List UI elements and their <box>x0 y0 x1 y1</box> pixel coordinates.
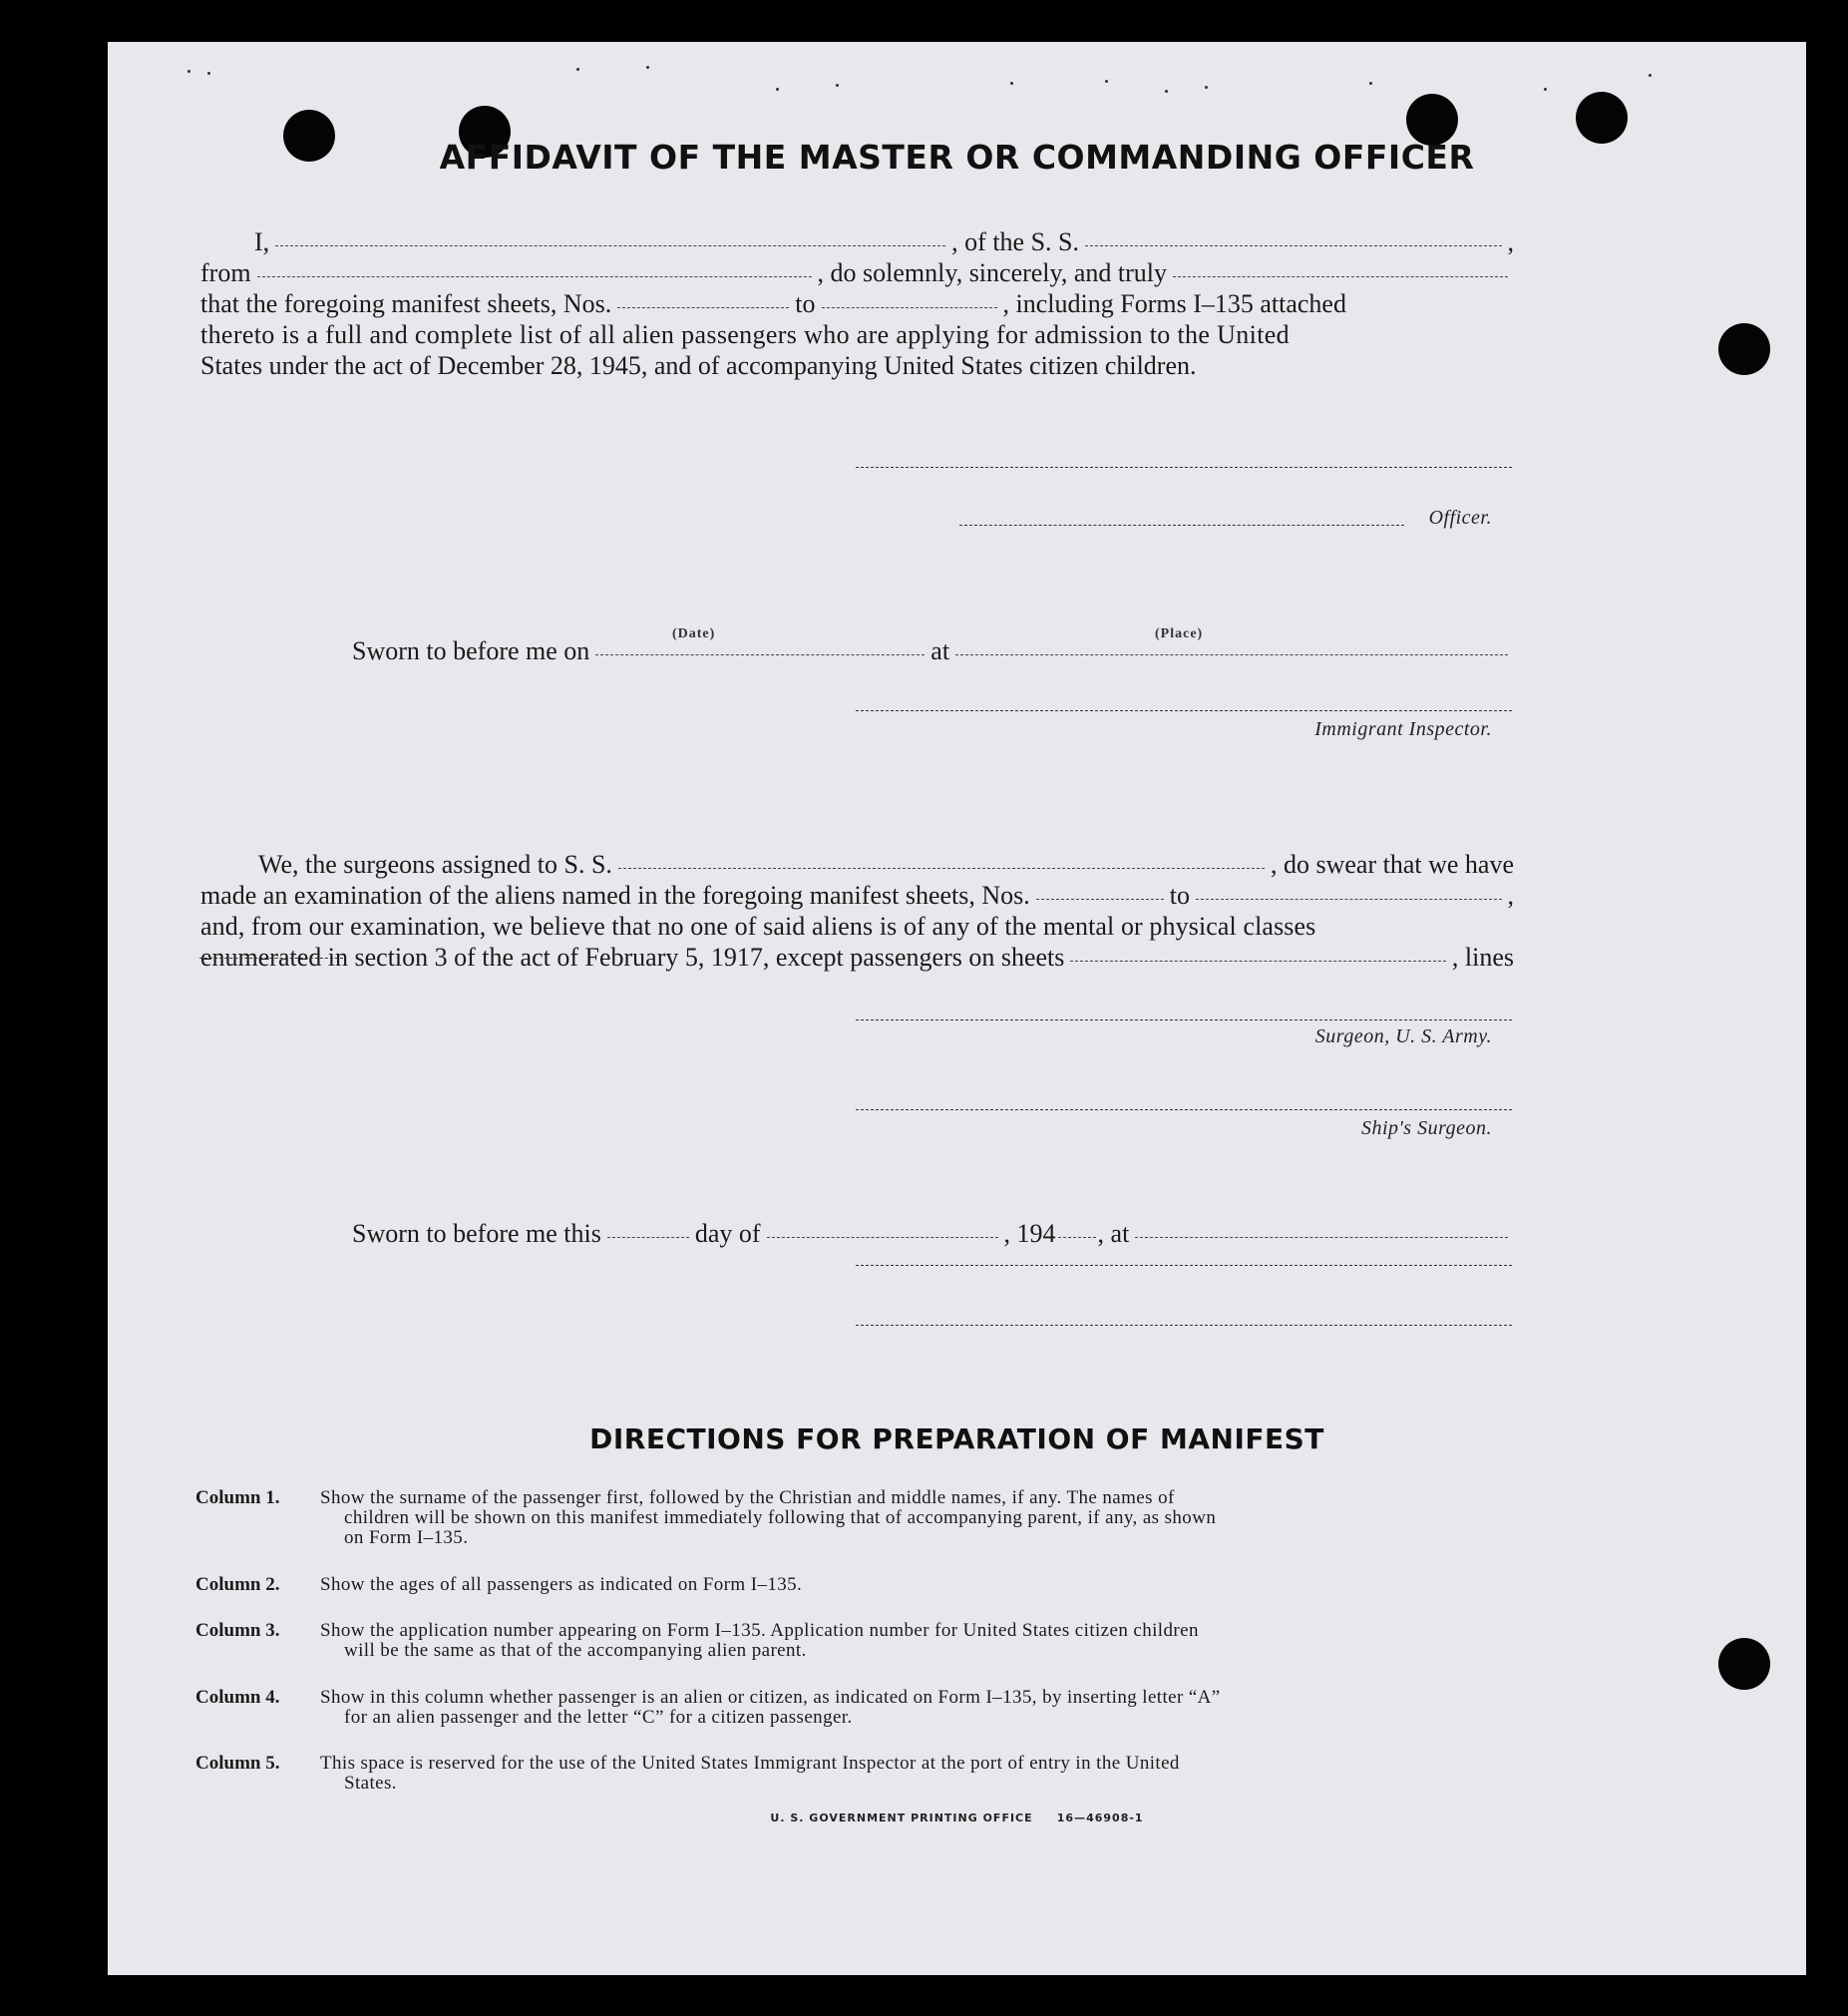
column-label: Column 3. <box>195 1620 280 1641</box>
text-of-ss: , of the S. S. <box>951 227 1080 256</box>
text-line-5: States under the act of December 28, 1945, and of accompanying United States citizen children. <box>200 351 1197 380</box>
text-from: from <box>200 258 251 287</box>
surgeons-paragraph <box>200 850 1514 974</box>
surgeon-ship-field[interactable] <box>618 868 1265 869</box>
speck <box>1369 82 1372 85</box>
speck <box>1105 80 1108 83</box>
punch-hole <box>1718 323 1770 375</box>
sworn-date-field[interactable] <box>595 654 924 655</box>
affirm-field[interactable] <box>1173 276 1508 277</box>
speck <box>776 88 779 91</box>
signature-line-b[interactable] <box>856 1325 1512 1326</box>
text-solemnly: , do solemnly, sincerely, and truly <box>817 258 1167 287</box>
punch-hole <box>1718 1638 1770 1690</box>
speck <box>1544 88 1547 91</box>
text-do-swear: , do swear that we have <box>1270 850 1514 879</box>
sheets-field[interactable] <box>1070 961 1445 962</box>
column-label: Column 4. <box>195 1687 280 1708</box>
speck <box>646 66 649 69</box>
inspector-signature-line[interactable] <box>856 710 1512 711</box>
direction-line: will be the same as that of the accompanying alien parent. <box>344 1640 807 1661</box>
form-title: AFFIDAVIT OF THE MASTER OR COMMANDING OFFICER <box>439 138 1475 177</box>
direction-line: This space is reserved for the use of the United States Immigrant Inspector at the port of entry in the United <box>320 1753 1180 1774</box>
text-classes: and, from our examination, we believe that no one of said aliens is of any of the mental or physical classes <box>200 912 1316 941</box>
direction-text <box>320 1621 1522 1661</box>
affidavit-line-5 <box>200 351 1514 382</box>
sworn-place-field[interactable] <box>955 654 1508 655</box>
direction-text <box>320 1688 1522 1728</box>
printing-office-footer: U. S. GOVERNMENT PRINTING OFFICE 16—46908-1 <box>770 1812 1144 1824</box>
sworn-2-row <box>200 1219 1514 1250</box>
army-surgeon-signature-line[interactable] <box>856 1019 1512 1020</box>
direction-text <box>320 1488 1522 1548</box>
officer-label: Officer. <box>1428 507 1492 529</box>
army-surgeon-label: Surgeon, U. S. Army. <box>1314 1025 1492 1047</box>
speck <box>1205 86 1208 89</box>
direction-line: Show the ages of all passengers as indicated on Form I–135. <box>320 1574 803 1595</box>
text-i: I, <box>254 227 270 256</box>
surgeons-line-3 <box>200 912 1514 943</box>
sworn-place-2-field[interactable] <box>1135 1237 1508 1238</box>
column-label: Column 5. <box>195 1753 280 1774</box>
text-including: , including Forms I–135 attached <box>1002 289 1346 318</box>
surgeon-sheet-from-field[interactable] <box>1036 899 1164 900</box>
direction-line: children will be shown on this manifest immediately following that of accompanying parent, if any, as shown <box>344 1507 1217 1528</box>
direction-line: Show in this column whether passenger is an alien or citizen, as indicated on Form I–135, by inserting letter “A” <box>320 1687 1221 1708</box>
text-comma: , <box>1507 227 1514 256</box>
affidavit-paragraph <box>200 227 1514 382</box>
speck <box>1010 82 1013 85</box>
column-label: Column 2. <box>195 1574 280 1595</box>
sworn-day-field[interactable] <box>607 1237 689 1238</box>
signature-line-a[interactable] <box>856 1265 1512 1266</box>
text-sworn-this: Sworn to before me this <box>352 1219 601 1248</box>
text-manifest-nos: that the foregoing manifest sheets, Nos. <box>200 289 612 318</box>
sworn-row <box>200 636 1514 667</box>
lines-field[interactable] <box>199 958 343 959</box>
speck <box>207 72 210 75</box>
ship-surgeon-label: Ship's Surgeon. <box>1360 1117 1492 1139</box>
speck <box>576 68 579 71</box>
sworn-year-field[interactable] <box>1058 1237 1096 1238</box>
speck <box>1165 90 1168 93</box>
direction-line: Show the surname of the passenger first, followed by the Christian and middle names, if any. The names of <box>320 1487 1175 1508</box>
text-surgeons-ss: We, the surgeons assigned to S. S. <box>258 850 612 879</box>
sworn-before-me-this <box>200 1219 1514 1250</box>
affidavit-line-4 <box>200 320 1514 351</box>
date-caption: (Date) <box>672 626 716 641</box>
port-from-field[interactable] <box>257 276 812 277</box>
surgeons-line-2 <box>200 881 1514 912</box>
surgeons-line-4 <box>200 943 1514 974</box>
text-examination: made an examination of the aliens named in the foregoing manifest sheets, Nos. <box>200 881 1030 910</box>
sworn-month-field[interactable] <box>767 1237 998 1238</box>
direction-text <box>320 1575 1522 1595</box>
affidavit-line-3 <box>200 289 1514 320</box>
sworn-before-me-on <box>200 636 1514 667</box>
sheet-to-field[interactable] <box>822 307 997 308</box>
column-label: Column 1. <box>195 1487 280 1508</box>
place-caption: (Place) <box>1155 626 1204 641</box>
master-name-field[interactable] <box>275 245 945 246</box>
speck <box>187 70 190 73</box>
text-line-4: thereto is a full and complete list of all alien passengers who are applying for admission to the United <box>200 320 1291 349</box>
punch-hole <box>1576 92 1628 144</box>
direction-line: States. <box>344 1773 397 1794</box>
text-sworn-on: Sworn to before me on <box>352 636 590 665</box>
direction-line: on Form I–135. <box>344 1527 469 1548</box>
text-lines: , lines <box>1451 943 1514 972</box>
officer-signature-line[interactable] <box>856 467 1512 468</box>
direction-text <box>320 1754 1522 1794</box>
text-194: , 194 <box>1003 1219 1056 1248</box>
speck <box>1649 74 1652 77</box>
text-comma-2: , <box>1507 881 1514 910</box>
affidavit-line-2 <box>200 258 1514 289</box>
ship-name-field[interactable] <box>1085 245 1501 246</box>
direction-line: Show the application number appearing on Form I–135. Application number for United States citizen children <box>320 1620 1199 1641</box>
sheet-from-field[interactable] <box>617 307 789 308</box>
speck <box>836 84 839 87</box>
surgeon-sheet-to-field[interactable] <box>1196 899 1502 900</box>
form-sheet <box>108 42 1806 1975</box>
directions-title: DIRECTIONS FOR PREPARATION OF MANIFEST <box>589 1422 1324 1455</box>
affidavit-line-1 <box>200 227 1514 258</box>
text-at-2: , at <box>1097 1219 1130 1248</box>
surgeons-line-1 <box>200 850 1514 881</box>
ship-surgeon-signature-line[interactable] <box>856 1109 1512 1110</box>
direction-line: for an alien passenger and the letter “C” for a citizen passenger. <box>344 1707 853 1728</box>
text-to-2: to <box>1169 881 1190 910</box>
text-at: at <box>930 636 950 665</box>
text-to: to <box>795 289 816 318</box>
inspector-label: Immigrant Inspector. <box>1314 718 1492 740</box>
text-day-of: day of <box>694 1219 761 1248</box>
text-enumerated: enumerated in section 3 of the act of February 5, 1917, except passengers on sheets <box>200 943 1065 972</box>
